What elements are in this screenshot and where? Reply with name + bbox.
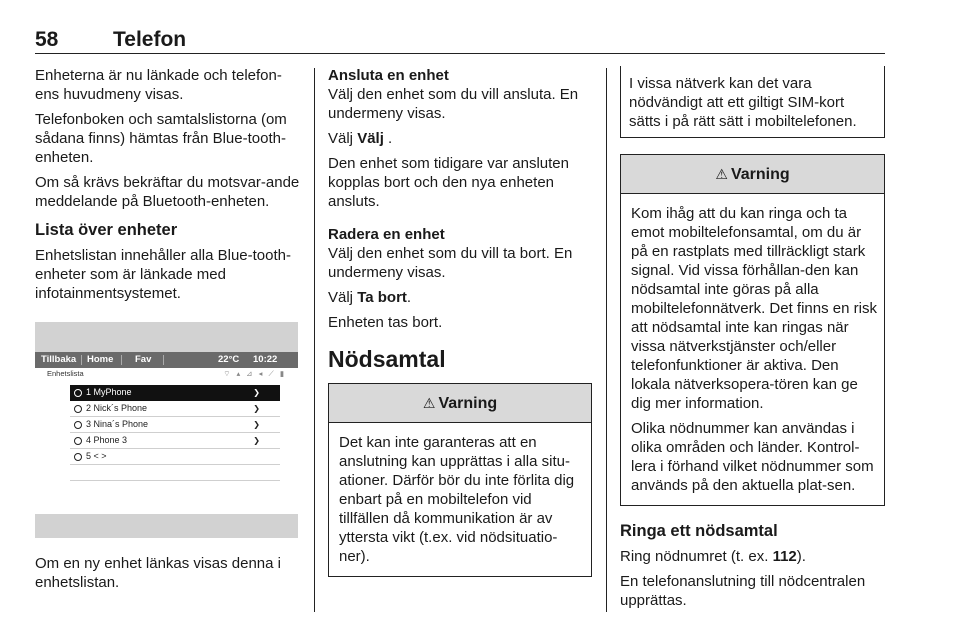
clock: 10:22 bbox=[253, 354, 278, 365]
column-divider bbox=[314, 68, 315, 612]
column-divider bbox=[606, 68, 607, 612]
subheading: Radera en enhet bbox=[328, 226, 445, 243]
tab-back: Tillbaka bbox=[41, 354, 77, 365]
chevron-right-icon: ❯ bbox=[253, 404, 260, 413]
status-bar bbox=[35, 352, 298, 368]
column-1-footer bbox=[35, 554, 300, 598]
warning-header: ⚠ Varning bbox=[329, 384, 591, 423]
page-header bbox=[35, 28, 885, 54]
paragraph: Ring nödnumret (t. ex. 112). bbox=[620, 548, 806, 565]
status-icons: ⌔ ▴ ⊿ ◂ ⟋ ▮ bbox=[223, 369, 286, 378]
warning-header: ⚠ Varning bbox=[621, 155, 884, 194]
chevron-right-icon: ❯ bbox=[253, 436, 260, 445]
warning-box bbox=[620, 154, 885, 506]
paragraph: Välj Välj . bbox=[328, 130, 393, 147]
page-number: 58 bbox=[35, 28, 59, 51]
device-list bbox=[70, 385, 280, 481]
header-divider bbox=[35, 53, 885, 54]
column-2 bbox=[328, 66, 592, 577]
column-1 bbox=[35, 66, 300, 309]
paragraph: Välj den enhet som du vill ta bort. En undermeny visas. bbox=[328, 245, 573, 281]
paragraph: Enhetslistan innehåller alla Blue-tooth-enheter som är länkade med infotainmentsystemet. bbox=[35, 247, 291, 302]
note-box: I vissa nätverk kan det vara nödvändigt att ett giltigt SIM-kort sätts i på rätt sätt i mobiltelefonen. bbox=[620, 66, 885, 138]
list-item: 4 Phone 3 ❯ bbox=[70, 433, 280, 449]
chevron-right-icon: ❯ bbox=[253, 388, 260, 397]
radio-button-icon bbox=[74, 437, 82, 445]
paragraph: Enheterna är nu länkade och telefon-ens huvudmeny visas. bbox=[35, 67, 282, 103]
paragraph: Telefonboken och samtalslistorna (om sådana finns) hämtas från Blue-tooth-enheten. bbox=[35, 111, 287, 166]
paragraph: En telefonanslutning till nödcentralen upprättas. bbox=[620, 573, 866, 609]
chevron-right-icon: ❯ bbox=[253, 420, 260, 429]
device-screen bbox=[35, 352, 298, 514]
tab-fav: Fav bbox=[135, 354, 152, 365]
warning-body: Det kan inte garanteras att en anslutning kan upprättas i alla situ-ationer. Därför bör du inte förlita dig enbart på en mobiltelefon vid tillfällen då kommunikation är av yttersta vikt (t.ex. vid nödsituatio-ner). bbox=[339, 434, 575, 565]
list-item: 1 MyPhone ❯ bbox=[70, 385, 280, 401]
tab-home: Home bbox=[87, 354, 114, 365]
warning-triangle-icon: ⚠ bbox=[422, 394, 436, 411]
temperature: 22°C bbox=[218, 354, 240, 365]
list-item: 5 < > bbox=[70, 449, 280, 465]
section-heading: Ringa ett nödsamtal bbox=[620, 522, 778, 540]
paragraph: Välj Ta bort. bbox=[328, 289, 412, 306]
list-item: 2 Nick´s Phone ❯ bbox=[70, 401, 280, 417]
subheading: Ansluta en enhet bbox=[328, 67, 449, 84]
list-label: Enhetslista bbox=[47, 369, 84, 378]
paragraph: Om en ny enhet länkas visas denna i enhetslistan. bbox=[35, 555, 281, 591]
list-item-empty bbox=[70, 465, 280, 481]
warning-body: Kom ihåg att du kan ringa och ta emot mobiltelefonsamtal, om du är på en rastplats med tillräckligt stark signal. Vid vissa förhållan-den kan nödsamtal inte göras på alla mobiltelefonnätverk. Det finns en risk att nödsamtal inte kan ringas när vissa nätverkstjänster och/eller telefonfunktioner är aktiva. Den lokala nätverksopera-tören kan ge dig mer information. Olika nödnummer kan användas i olika områden och länder. Kontrol-lera i förhand vilket nödnummer som används på den aktuella plat-sen. bbox=[631, 205, 877, 494]
warning-box bbox=[328, 383, 592, 577]
page-title: Telefon bbox=[113, 28, 187, 51]
column-3 bbox=[620, 66, 885, 616]
infotainment-screenshot bbox=[35, 322, 298, 538]
warning-triangle-icon: ⚠ bbox=[715, 165, 728, 182]
radio-button-icon bbox=[74, 389, 82, 397]
section-heading: Lista över enheter bbox=[35, 221, 178, 239]
paragraph: Enheten tas bort. bbox=[328, 314, 443, 331]
radio-button-icon bbox=[74, 453, 82, 461]
paragraph: Den enhet som tidigare var ansluten kopplas bort och den nya enheten ansluts. bbox=[328, 155, 569, 210]
paragraph: Om så krävs bekräftar du motsvar-ande meddelande på Bluetooth-enheten. bbox=[35, 174, 300, 210]
paragraph: Välj den enhet som du vill ansluta. En undermeny visas. bbox=[328, 86, 579, 122]
radio-button-icon bbox=[74, 421, 82, 429]
radio-button-icon bbox=[74, 405, 82, 413]
list-item: 3 Nina´s Phone ❯ bbox=[70, 417, 280, 433]
section-title: Nödsamtal bbox=[328, 346, 446, 372]
list-header bbox=[35, 368, 298, 380]
